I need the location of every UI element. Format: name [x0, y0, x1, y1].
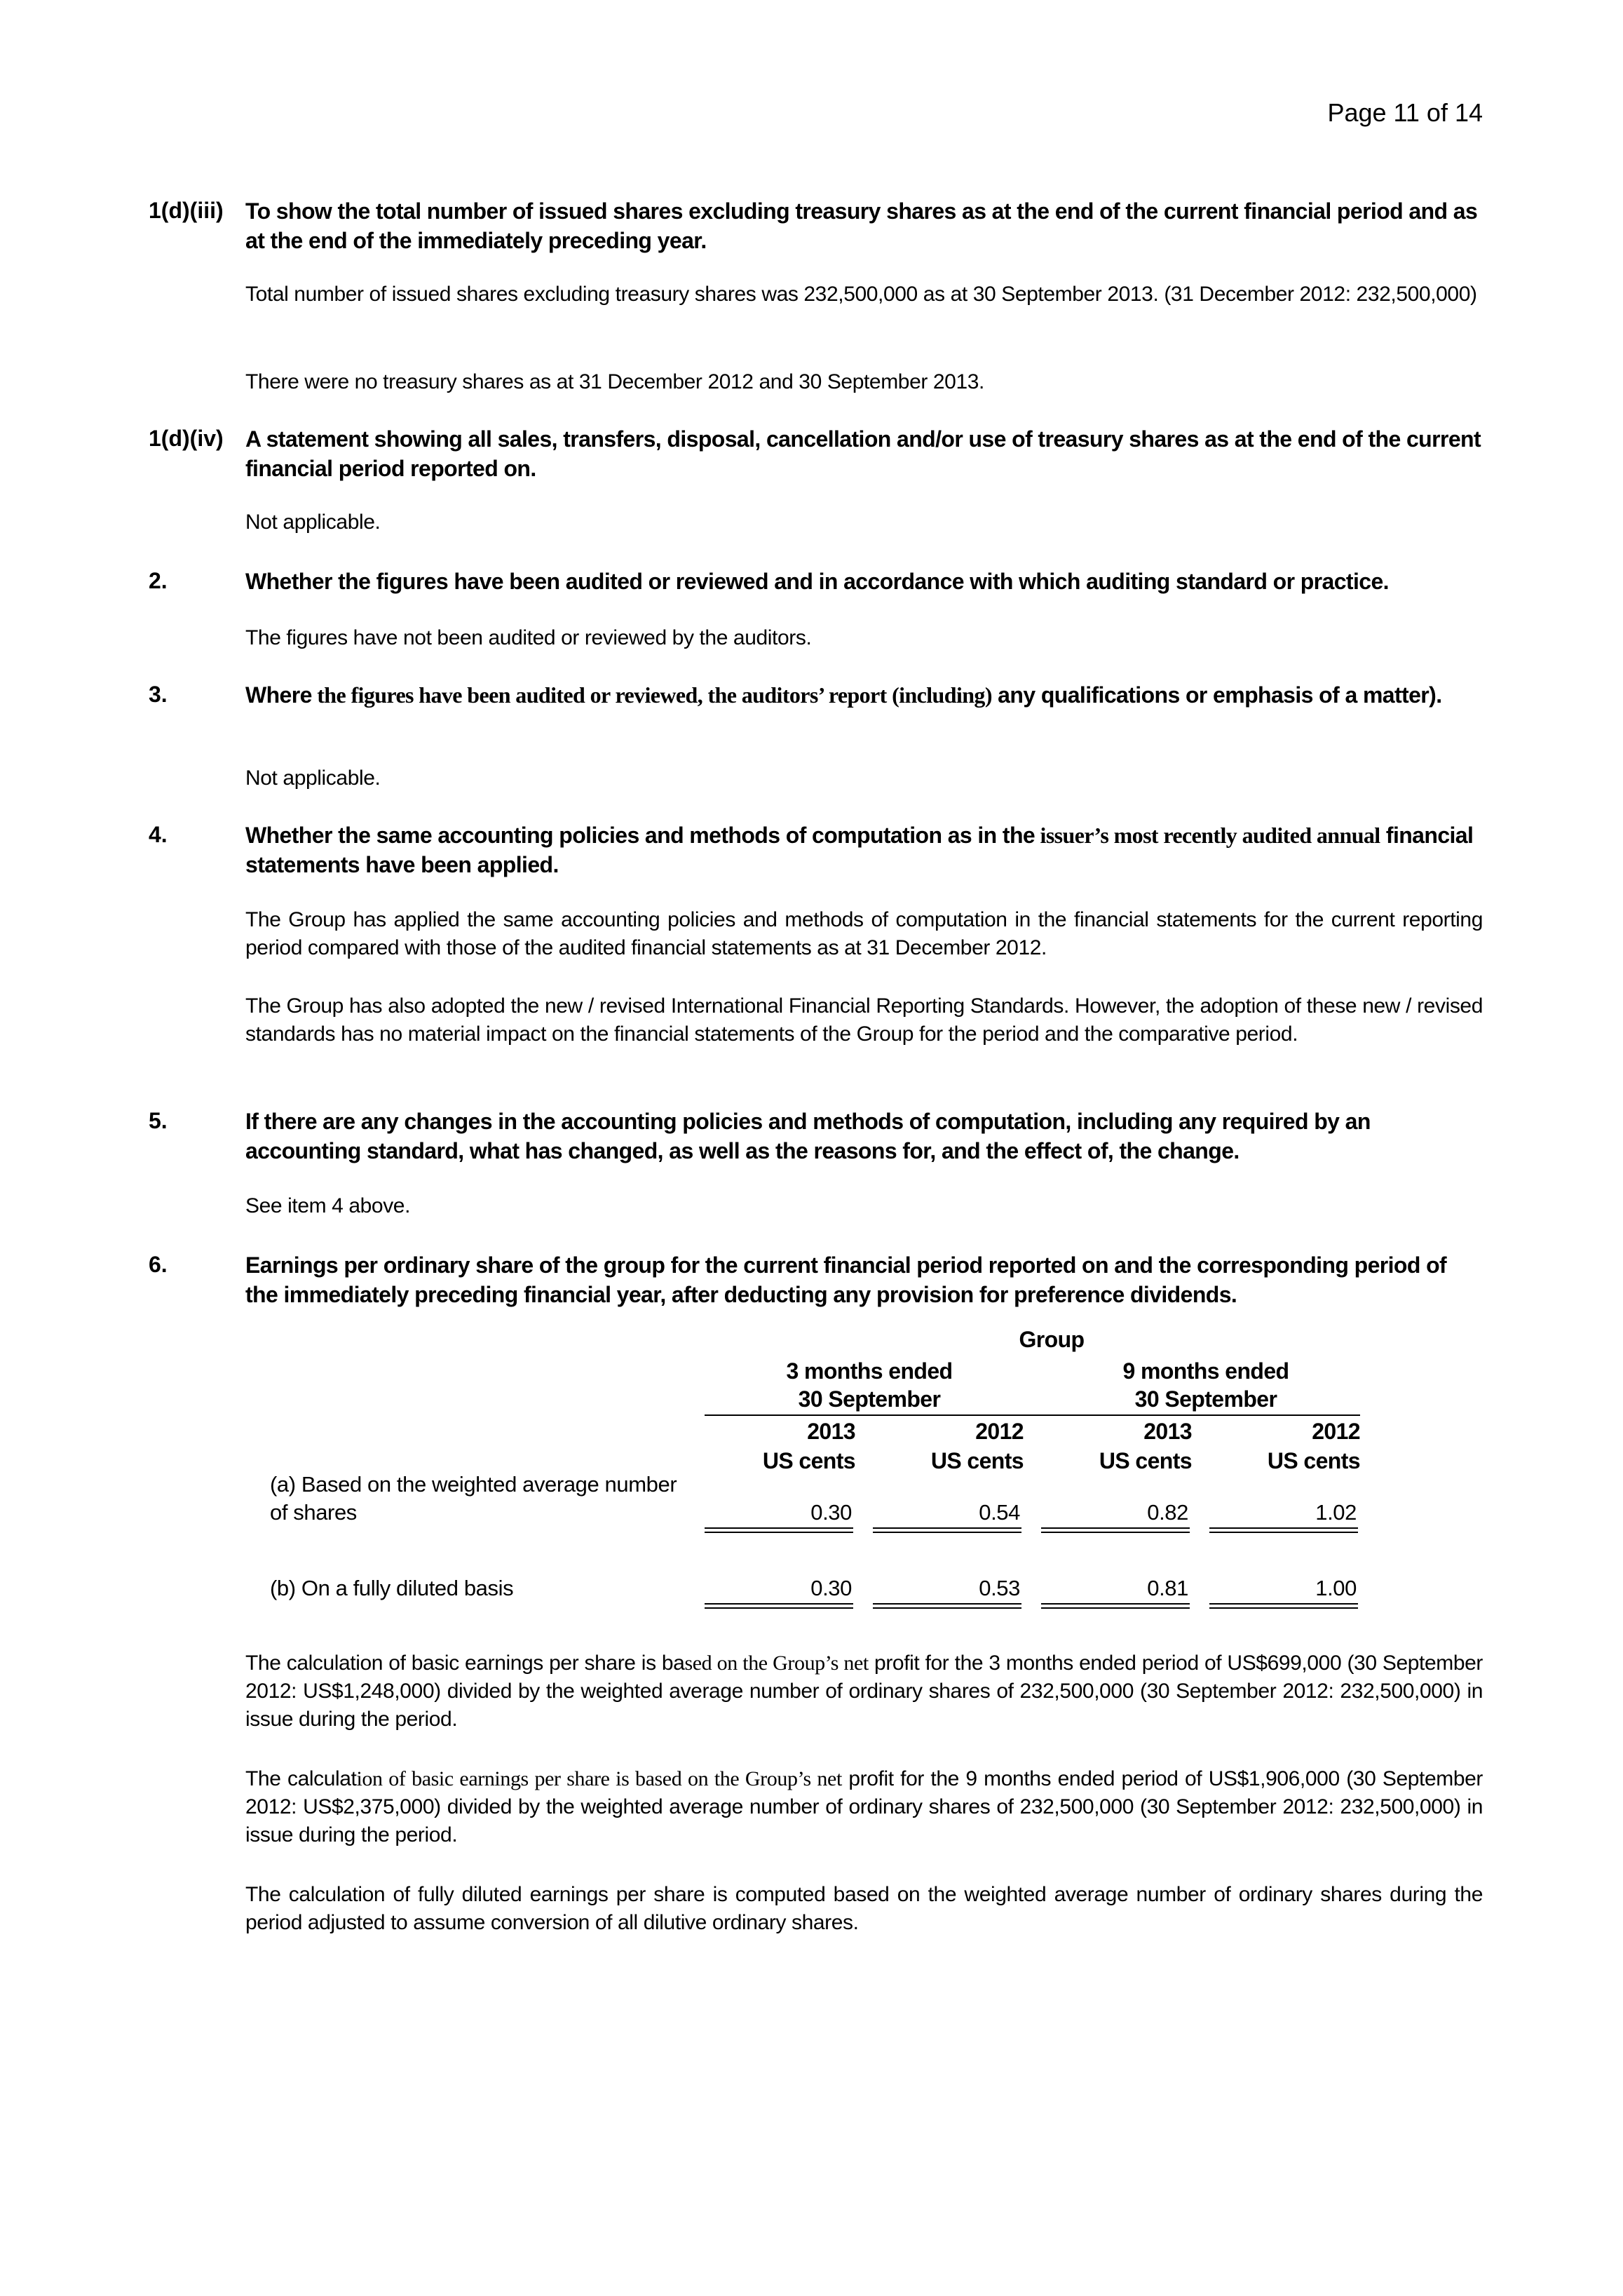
note-part: sed on the Group’s net [684, 1652, 869, 1675]
section-title: To show the total number of issued shares excluding treasury shares as at the end of the current financial period and as at the end of the immediately preceding year. [245, 198, 1478, 253]
paragraph: The figures have not been audited or reviewed by the auditors. [245, 626, 812, 649]
section-title: A statement showing all sales, transfers, disposal, cancellation and/or use of treasury shares as at the end of the current financial period reported on. [245, 426, 1481, 481]
section-title: If there are any changes in the accounting policies and methods of computation, including any required by an accounting standard, what has changed, as well as the reasons for, and the effect of, the change. [245, 1109, 1371, 1163]
row-label: of shares [270, 1500, 357, 1525]
column-year: 2013 [1143, 1419, 1192, 1444]
section-title [245, 680, 1483, 710]
period-header-3m: 3 months ended [786, 1358, 953, 1384]
paragraph: There were no treasury shares as at 31 December 2012 and 30 September 2013. [245, 370, 984, 393]
column-unit: US cents [930, 1448, 1024, 1473]
note-part: profit for the 9 months ended period of US$1,906,000 (30 September 2012: US$2,375,000) divided by the weighted average number of ordinary shares of 232,500,000 (30 September 2012: 232,500,000) in issue during the period. [245, 1767, 1483, 1846]
note-part: profit for the 3 months ended period of US$699,000 (30 September 2012: US$1,248,000) divided by the weighted average number of ordinary shares of 232,500,000 (30 September 2012: 232,500,000) in issue during the period. [245, 1652, 1483, 1731]
title-part: the figures have been audited or reviewed, the auditors’ report (including) [311, 682, 992, 708]
paragraph: The Group has applied the same accounting policies and methods of computation in the financial statements for the current reporting period compared with those of the audited financial statements as at 31 December 2012. [245, 908, 1483, 959]
column-year: 2012 [1312, 1419, 1360, 1444]
title-part: any qualifications or emphasis of a matter). [991, 682, 1442, 708]
paragraph: Not applicable. [245, 511, 381, 534]
column-year: 2012 [975, 1419, 1024, 1444]
column-year: 2013 [807, 1419, 855, 1444]
double-underline [1209, 1527, 1358, 1533]
table-cell: 0.30 [810, 1500, 852, 1525]
table-cell: 1.00 [1315, 1576, 1357, 1600]
table-cell: 1.02 [1315, 1500, 1357, 1525]
row-label: (a) Based on the weighted average number [270, 1472, 677, 1497]
double-underline [1041, 1527, 1190, 1533]
table-cell: 0.54 [979, 1500, 1020, 1525]
section-number: 6. [149, 1252, 168, 1277]
column-unit: US cents [1099, 1448, 1192, 1473]
row-label: (b) On a fully diluted basis [270, 1576, 514, 1600]
period-header-9m: 9 months ended [1122, 1358, 1289, 1384]
double-underline [873, 1527, 1021, 1533]
section-number: 3. [149, 682, 168, 707]
period-date-9m: 30 September [1134, 1386, 1277, 1412]
eps-note [245, 1649, 1483, 1734]
title-part: Where [245, 682, 312, 708]
section-number: 1(d)(iv) [149, 426, 224, 451]
table-cell: 0.53 [979, 1576, 1020, 1600]
table-cell: 0.81 [1147, 1576, 1188, 1600]
double-underline [873, 1603, 1021, 1609]
eps-note [245, 1765, 1483, 1849]
section-title: Whether the figures have been audited or reviewed and in accordance with which auditing standard or practice. [245, 569, 1389, 594]
double-underline [705, 1527, 853, 1533]
table-cell: 0.82 [1147, 1500, 1188, 1525]
page-number: Page 11 of 14 [1327, 98, 1483, 127]
double-underline [1041, 1603, 1190, 1609]
title-part: issuer’s most recently audited annual [1035, 823, 1380, 848]
period-date-3m: 30 September [798, 1386, 941, 1412]
title-part: financial statements have been applied. [245, 823, 1474, 877]
paragraph: Total number of issued shares excluding treasury shares was 232,500,000 as at 30 September 2013. (31 December 2012: 232,500,000) [245, 283, 1477, 306]
title-part: Whether the same accounting policies and methods of computation as in the [245, 823, 1035, 848]
paragraph: Not applicable. [245, 767, 381, 790]
header-rule [705, 1414, 1360, 1416]
paragraph: The Group has also adopted the new / revised International Financial Reporting Standards. However, the adoption of these new / revised standards has no material impact on the financial statements of the Group for the period and the comparative period. [245, 994, 1483, 1046]
column-unit: US cents [1267, 1448, 1360, 1473]
double-underline [1209, 1603, 1358, 1609]
double-underline [705, 1603, 853, 1609]
section-number: 5. [149, 1108, 168, 1133]
section-title: Earnings per ordinary share of the group for the current financial period reported on and the corresponding period of the immediately preceding financial year, after deducting any provision for preference dividends. [245, 1252, 1447, 1307]
paragraph: See item 4 above. [245, 1194, 411, 1217]
table-cell: 0.30 [810, 1576, 852, 1600]
note-part: The calculation of basic earnings per share is ba [245, 1652, 685, 1675]
section-number: 4. [149, 822, 168, 847]
group-header: Group [1019, 1327, 1085, 1352]
section-number: 2. [149, 568, 168, 593]
eps-note: The calculation of fully diluted earnings per share is computed based on the weighted average number of ordinary shares during the period adjusted to assume conversion of all dilutive ordinary shares. [245, 1883, 1483, 1934]
column-unit: US cents [762, 1448, 855, 1473]
section-number: 1(d)(iii) [149, 198, 224, 223]
note-part: The calculat [245, 1767, 357, 1790]
section-title [245, 821, 1483, 879]
note-part: ion of basic earnings per share is based on the Group’s net [356, 1767, 842, 1790]
